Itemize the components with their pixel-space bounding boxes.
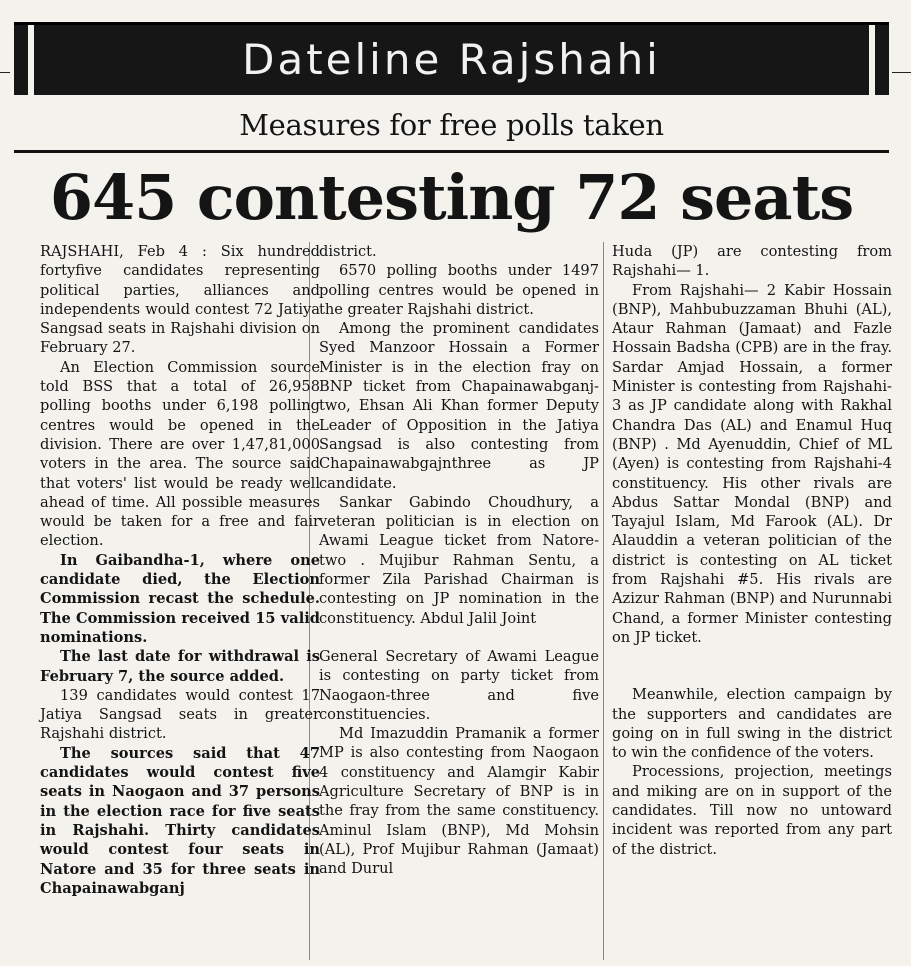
- section-title: Dateline Rajshahi: [242, 35, 661, 84]
- paragraph: Md Imazuddin Pramanik a former MP is also contesting from Naogaon 4 constituency and Alamgir Kabir Agriculture Secretary of BNP is in the fray from the same constituency. Aminul Islam (BNP), Md Mohsin (AL), Prof Mujibur Rahman (Jamaat) and Durul: [319, 725, 599, 878]
- paragraph: The sources said that 47 candidates would contest five seats in Naogaon and 37 persons in the election race for five seats in Rajshahi. Thirty candidates would contest four seats in Natore and 35 for three seats in Chapainawabganj: [40, 744, 320, 897]
- article-column-2: [319, 242, 599, 879]
- article-column-3: [612, 242, 892, 859]
- paragraph: Meanwhile, election campaign by the supporters and candidates are going on in full swing in the district to win the confidence of the voters.: [612, 686, 892, 762]
- paragraph: 6570 polling booths under 1497 polling centres would be opened in the greater Rajshahi district.: [319, 262, 599, 318]
- paragraph: Huda (JP) are contesting from Rajshahi— 1.: [612, 243, 892, 280]
- paragraph: Among the prominent candidates Syed Manzoor Hossain a Former Minister is in the election fray on BNP ticket from Chapainawabganj-two, Ehsan Ali Khan former Deputy Leader of Opposition in the Jatiya Sangsad is also contesting from Chapainawabgajnthree as JP candidate.: [319, 320, 599, 492]
- rule: [892, 72, 911, 73]
- kicker: Measures for free polls taken: [239, 108, 664, 142]
- paragraph: RAJSHAHI, Feb 4 : Six hundred fortyfive candidates representing political parties, alliances and independents would contest 72 Jatiya Sangsad seats in Rajshahi division on February 27.: [40, 243, 320, 357]
- paragraph: 139 candidates would contest 17 Jatiya Sangsad seats in greater Rajshahi district.: [40, 686, 320, 743]
- paragraph: The last date for withdrawal is February 7, the source added.: [40, 648, 320, 685]
- paragraph: district.: [319, 243, 377, 260]
- paragraph: Processions, projection, meetings and miking are on in support of the candidates. Till now no untoward incident was reported from any part of the district.: [612, 763, 892, 858]
- paragraph: In Gaibandha-1, where one candidate died, the Election Commission recast the schedule. The Commission received 15 valid nominations.: [40, 551, 320, 646]
- paragraph: From Rajshahi— 2 Kabir Hossain (BNP), Mahbubuzzaman Bhuhi (AL), Ataur Rahman (Jamaat) and Fazle Hossain Badsha (CPB) are in the fray. Sardar Amjad Hossain, a former Minister is contesting from Rajshahi-3 as JP candidate along with Rakhal Chandra Das (AL) and Enamul Huq (BNP) . Md Ayenuddin, Chief of ML (Ayen) is contesting from Rajshahi-4 constituency. His other rivals are Abdus Sattar Mondal (BNP) and Tayajul Islam, Md Farook (AL). Dr Alauddin a veteran politician of the district is contesting on AL ticket from Rajshahi #5. His rivals are Azizur Rahman (BNP) and Nurunnabi Chand, a former Minister contesting on JP ticket.: [612, 281, 892, 646]
- column-divider: [603, 242, 604, 960]
- article-column-1: [40, 242, 320, 898]
- banner: [14, 22, 889, 95]
- paragraph: An Election Commission source told BSS that a total of 26,958 polling booths under 6,198 polling centres would be opened in the division. There are over 1,47,81,000 voters in the area. The source said that voters' list would be ready well ahead of time. All possible measures would be taken for a free and fair election.: [40, 358, 320, 550]
- rule: [0, 72, 10, 73]
- paragraph: Sankar Gabindo Choudhury, a veteran politician is in election on Awami League ticket from Natore-two . Mujibur Rahman Sentu, a former Zila Parishad Chairman is contesting on JP nomination in the constituency. Abdul Jalil Joint: [319, 493, 599, 627]
- paragraph: General Secretary of Awami League is contesting on party ticket from Naogaon-three and five constituencies.: [319, 647, 599, 723]
- divider: [14, 150, 889, 153]
- headline: 645 contesting 72 seats: [49, 161, 854, 234]
